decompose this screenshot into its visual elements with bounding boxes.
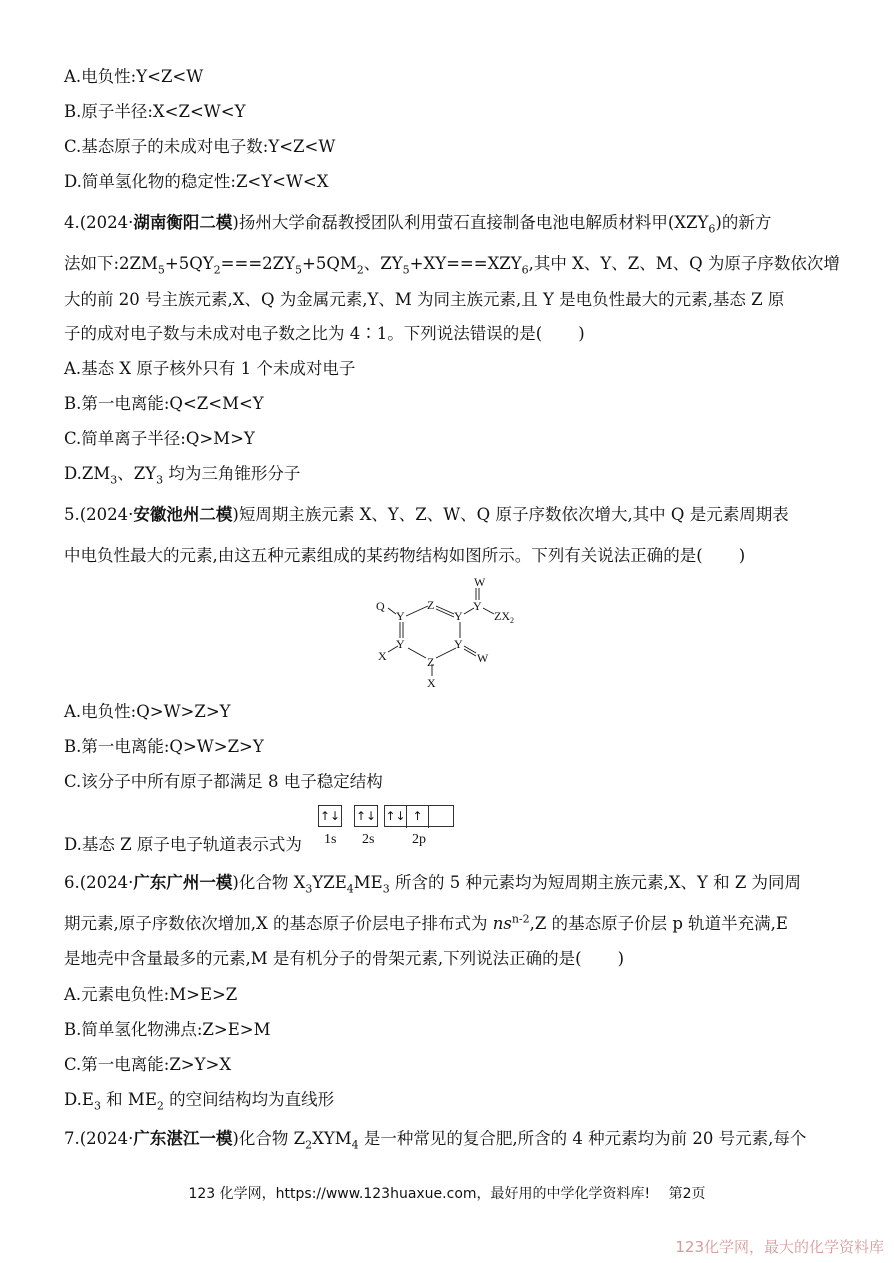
atom-q: Q <box>376 599 385 613</box>
atom-z-2: Z <box>427 655 435 669</box>
q5-stem-line1: 5.(2024·安徽池州二模)短周期主族元素 X、Y、Z、W、Q 原子序数依次增大,其中 Q 是元素周期表 <box>64 505 789 524</box>
molecule-structure <box>370 576 530 691</box>
q5-option-b: B.第一电离能:Q>W>Z>Y <box>64 737 264 756</box>
q7-stem-line1: 7.(2024·广东湛江一模)化合物 $Z_2XYM_4$ 是一种常见的复合肥,所含的 4 种元素均为前 20 号元素,每个 <box>64 1129 807 1152</box>
orbital-2p-2: ↑ <box>407 806 429 828</box>
watermark: 123化学网，最大的化学资料库 <box>675 1238 884 1256</box>
q3-option-a: A.电负性:Y<Z<W <box>64 67 204 86</box>
q3-option-d: D.简单氢化物的稳定性:Z<Y<W<X <box>64 172 329 191</box>
q6-option-b: B.简单氢化物沸点:Z>E>M <box>64 1020 271 1039</box>
orbital-label-1s: 1s <box>324 832 337 847</box>
q6-stem-line3: 是地壳中含量最多的元素,M 是有机分子的骨架元素,下列说法正确的是( ) <box>64 949 625 968</box>
atom-w-2: W <box>477 651 489 665</box>
atom-x-2: X <box>427 676 436 690</box>
atom-y-2: Y <box>454 609 463 623</box>
q4-stem-line1: 4.(2024·湖南衡阳二模)扬州大学俞磊教授团队利用萤石直接制备电池电解质材料甲$(XZY_6)$的新方 <box>64 213 772 236</box>
q6-option-d: $D.E_3$ 和 $ME_2$ 的空间结构均为直线形 <box>64 1090 335 1113</box>
orbital-label-2s: 2s <box>362 832 375 847</box>
atom-x-1: X <box>378 649 387 663</box>
q5-stem-line2: 中电负性最大的元素,由这五种元素组成的某药物结构如图所示。下列有关说法正确的是( ) <box>64 546 746 565</box>
q6-option-c: C.第一电离能:Z>Y>X <box>64 1055 232 1074</box>
q3-option-c: C.基态原子的未成对电子数:Y<Z<W <box>64 137 336 156</box>
orbital-2p-1: ↑↓ <box>385 806 407 828</box>
atom-z-1: Z <box>427 598 435 612</box>
atom-zx2: $ZX_2$ <box>494 609 514 625</box>
q4-stem-line4: 子的成对电子数与未成对电子数之比为 4∶1。下列说法错误的是( ) <box>64 324 585 343</box>
page-footer: 123 化学网，https://www.123huaxue.com，最好用的中学化学资料库! 第2页 <box>188 1186 706 1202</box>
atom-y-3: Y <box>473 599 482 613</box>
q5-option-a: A.电负性:Q>W>Z>Y <box>64 702 231 721</box>
atom-y-4: Y <box>396 637 405 651</box>
q5-option-c: C.该分子中所有原子都满足 8 电子稳定结构 <box>64 772 383 791</box>
q4-option-b: B.第一电离能:Q<Z<M<Y <box>64 394 264 413</box>
q7-source: 广东湛江一模 <box>133 1129 233 1148</box>
orbital-2p-3 <box>429 806 451 828</box>
q4-option-d: $D.ZM_3$、$ZY_3$ 均为三角锥形分子 <box>64 464 301 487</box>
atom-y-5: Y <box>454 637 463 651</box>
q6-stem-line2: 期元素,原子序数依次增加,X 的基态原子价层电子排布式为 $ns^{n-2},Z$ 的基态原子价层 p 轨道半充满,E <box>64 912 788 933</box>
q6-stem-line1: 6.(2024·广东广州一模)化合物 $X_3YZE_4ME_3$ 所含的 5 种元素均为短周期主族元素,X、Y 和 Z 为同周 <box>64 873 802 896</box>
q4-option-a: A.基态 X 原子核外只有 1 个未成对电子 <box>64 359 356 378</box>
orbital-2s: ↑↓ <box>355 809 377 823</box>
orbital-label-2p: 2p <box>412 832 426 847</box>
q3-option-b: B.原子半径:X<Z<W<Y <box>64 102 246 121</box>
q4-stem-line3: 大的前 20 号主族元素,X、Q 为金属元素,Y、M 为同主族元素,且 Y 是电负性最大的元素,基态 Z 原 <box>64 290 785 309</box>
q4-source: 湖南衡阳二模 <box>133 213 233 232</box>
orbital-1s: ↑↓ <box>319 809 341 823</box>
q4-stem-line2: 法如下$:2ZM_5+5QY_2===2ZY_5+5QM_2$、$ZY_5+XY===XZY_6$,其中 X、Y、Z、M、Q 为原子序数依次增 <box>64 254 840 277</box>
atom-y-1: Y <box>396 609 405 623</box>
q4-option-c: C.简单离子半径:Q>M>Y <box>64 429 255 448</box>
q6-source: 广东广州一模 <box>133 873 233 892</box>
atom-w-1: W <box>474 576 486 589</box>
q6-option-a: A.元素电负性:M>E>Z <box>64 985 238 1004</box>
q5-source: 安徽池州二模 <box>133 505 233 524</box>
q5-option-d: D.基态 Z 原子电子轨道表示式为 <box>64 835 302 854</box>
